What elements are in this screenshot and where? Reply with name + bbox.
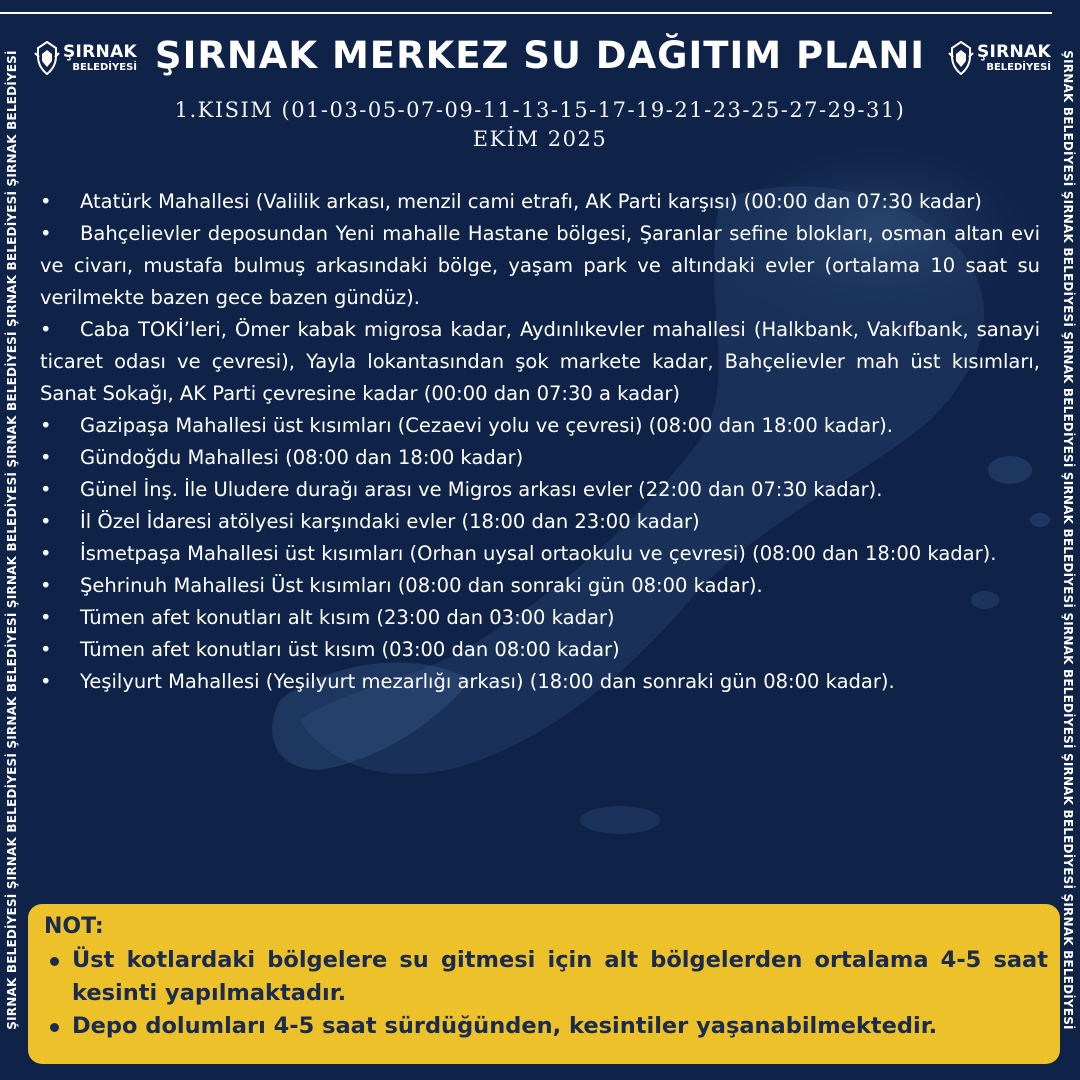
bullet-icon: • [40,638,52,661]
bullet-icon: • [40,478,52,501]
list-item-text: Gazipaşa Mahallesi üst kısımları (Cezaevi yolu ve çevresi) (08:00 dan 18:00 kadar). [80,414,893,437]
side-strip-text: ŞIRNAK BELEDİYESİ ŞIRNAK BELEDİYESİ ŞIRNAK BELEDİYESİ ŞIRNAK BELEDİYESİ ŞIRNAK BELEDİYESİ ŞIRNAK BELEDİYESİ ŞIRNAK BELEDİYESİ [1061,50,1075,1030]
list-item-text: İsmetpaşa Mahallesi üst kısımları (Orhan uysal ortaokulu ve çevresi) (08:00 dan 18:00 kadar). [80,542,997,565]
bullet-icon [50,1023,59,1032]
note-item [44,1010,1048,1043]
municipality-logo-right [948,40,1051,76]
note-title: NOT: [44,914,104,939]
list-item-text: Atatürk Mahallesi (Valilik arkası, menzil cami etrafı, AK Parti karşısı) (00:00 dan 07:30 kadar) [80,190,982,213]
list-item [40,506,1040,538]
bullet-icon: • [40,318,52,341]
list-item [40,442,1040,474]
bullet-icon: • [40,510,52,533]
note-item-text: Üst kotlardaki bölgelere su gitmesi için alt bölgelerden ortalama 4-5 saat kesinti yapılmaktadır. [72,947,1048,1006]
logo-line2: BELEDİYESİ [72,61,138,73]
note-list [44,944,1048,1043]
list-item-text: Caba TOKİ’leri, Ömer kabak migrosa kadar, Aydınlıkevler mahallesi (Halkbank, Vakıfbank, sanayi ticaret odası ve çevresi), Yayla lokantasından şok markete kadar, Bahçelievler mah üst kısımları, Sanat Sokağı, AK Parti çevresine kadar (00:00 dan 07:30 a kadar) [40,318,1040,405]
list-item-text: Gündoğdu Mahallesi (08:00 dan 18:00 kadar) [80,446,524,469]
list-item-text: Şehrinuh Mahallesi Üst kısımları (08:00 dan sonraki gün 08:00 kadar). [80,574,763,597]
municipality-logo-left [34,40,137,76]
schedule-subtitle [90,96,990,154]
note-item-text: Depo dolumları 4-5 saat sürdüğünden, kesintiler yaşanabilmektedir. [72,1013,938,1039]
list-item [40,474,1040,506]
bullet-icon: • [40,574,52,597]
bullet-icon: • [40,606,52,629]
bullet-icon: • [40,190,52,213]
list-item-text: Tümen afet konutları alt kısım (23:00 dan 03:00 kadar) [80,606,615,629]
bullet-icon: • [40,542,52,565]
list-item [40,666,1040,698]
subtitle-month: EKİM 2025 [472,127,608,151]
logo-line1: ŞIRNAK [977,41,1052,62]
top-divider [0,12,1052,14]
municipality-emblem-icon [34,41,60,75]
left-side-strip [0,0,24,1080]
list-item-text: Günel İnş. İle Uludere durağı arası ve Migros arkası evler (22:00 dan 07:30 kadar). [80,478,883,501]
page-title: ŞIRNAK MERKEZ SU DAĞITIM PLANI [154,34,926,77]
list-item-text: İl Özel İdaresi atölyesi karşındaki evler (18:00 dan 23:00 kadar) [80,510,700,533]
list-item [40,186,1040,218]
bullet-icon [50,957,59,966]
bullet-icon: • [40,670,52,693]
list-item [40,410,1040,442]
distribution-list [40,186,1040,698]
list-item-text: Tümen afet konutları üst kısım (03:00 dan 08:00 kadar) [80,638,620,661]
logo-line1: ŞIRNAK [63,41,138,62]
list-item [40,218,1040,314]
note-box [28,904,1060,1064]
bullet-icon: • [40,222,52,245]
municipality-emblem-icon [948,41,974,75]
list-item [40,538,1040,570]
note-item [44,944,1048,1010]
bullet-icon: • [40,414,52,437]
list-item-text: Yeşilyurt Mahallesi (Yeşilyurt mezarlığı arkası) (18:00 dan sonraki gün 08:00 kadar). [80,670,895,693]
subtitle-days: 1.KISIM (01-03-05-07-09-11-13-15-17-19-21-23-25-27-29-31) [174,98,906,122]
list-item [40,314,1040,410]
list-item [40,602,1040,634]
list-item [40,570,1040,602]
logo-line2: BELEDİYESİ [986,61,1052,73]
bullet-icon: • [40,446,52,469]
side-strip-text: ŞIRNAK BELEDİYESİ ŞIRNAK BELEDİYESİ ŞIRNAK BELEDİYESİ ŞIRNAK BELEDİYESİ ŞIRNAK BELEDİYESİ ŞIRNAK BELEDİYESİ ŞIRNAK BELEDİYESİ [5,50,19,1030]
list-item-text: Bahçelievler deposundan Yeni mahalle Hastane bölgesi, Şaranlar sefine blokları, osman altan evi ve civarı, mustafa bulmuş arkasındaki bölge, yaşam park ve altındaki evler (ortalama 10 saat su verilmekte bazen gece bazen gündüz). [40,222,1040,309]
list-item [40,634,1040,666]
